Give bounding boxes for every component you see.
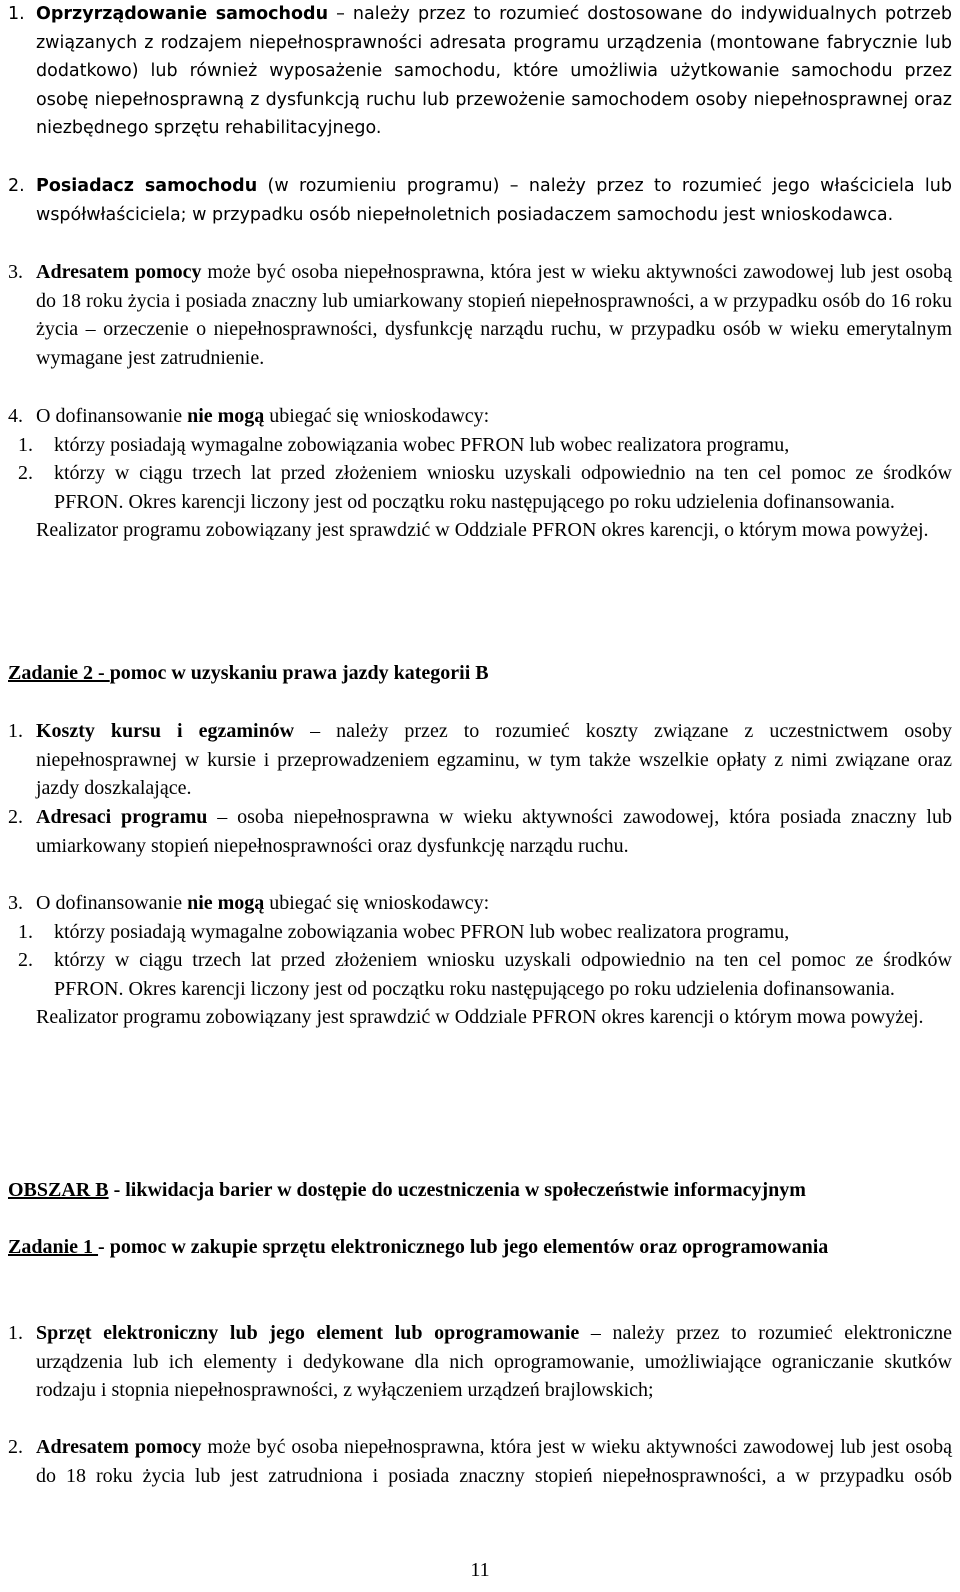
list-number: 1. xyxy=(8,1322,23,1344)
definition-text: (w rozumieniu programu) – należy przez to rozumieć jego właściciela lub współwłaściciela; w przypadku osób niepełnoletnich posiadaczem samochodu jest wnioskodawca. xyxy=(36,176,952,225)
exclusion-item: 1. którzy posiadają wymagalne zobowiązania wobec PFRON lub wobec realizatora programu, xyxy=(18,433,790,456)
definition-sprzet-elektroniczny xyxy=(8,1319,952,1405)
term: Adresatem pomocy xyxy=(36,261,202,283)
definition-text: – należy przez to rozumieć elektroniczne urządzenia lub ich elementy i dedykowane dla nich oprogramowanie, umożliwiające ograniczanie skutków rodzaju i stopnia niepełnosprawności, z wyłączeniem urządzeń brajlowskich; xyxy=(36,1322,952,1402)
exclusion-item: 1. którzy posiadają wymagalne zobowiązania wobec PFRON lub wobec realizatora programu, xyxy=(18,920,790,943)
exclusions-list-2: 3. O dofinansowanie nie mogą ubiegać się wnioskodawcy: 1. którzy posiadają wymagalne zobowiązania wobec PFRON lub wobec realizatora programu, 2. którzy w ciągu trzech lat przed złożeniem wniosku uzyskali odpowiednio na ten cel pomoc ze środków PFRON. Okres karencji liczony jest od początku roku następującego po roku udzielenia dofinansowania. Realizator programu zobowiązany jest sprawdzić w Oddziale PFRON okres karencji o którym mowa powyżej. xyxy=(8,889,952,1032)
list-number: 2. xyxy=(8,1436,23,1458)
term: Adresatem pomocy xyxy=(36,1436,202,1458)
term: Adresaci programu xyxy=(36,806,208,828)
definition-posiadacz xyxy=(8,172,952,229)
page-number: 11 xyxy=(470,1559,490,1581)
definition-text: – osoba niepełnosprawna w wieku aktywności zawodowej, która posiada znaczny lub umiarkowany stopień niepełnosprawności oraz dysfunkcję narządu ruchu. xyxy=(36,806,952,857)
list-number: 2. xyxy=(8,806,23,828)
list-number: 2. xyxy=(8,176,25,196)
emphasis: nie mogą xyxy=(187,405,265,427)
definition-koszty-kursu xyxy=(8,717,952,803)
list-number: 1. xyxy=(8,4,25,24)
term: Oprzyrządowanie samochodu xyxy=(36,4,329,24)
exclusions-list: 4. O dofinansowanie nie mogą ubiegać się wnioskodawcy: 1. którzy posiadają wymagalne zobowiązania wobec PFRON lub wobec realizatora programu, 2. którzy w ciągu trzech lat przed złożeniem wniosku uzyskali odpowiednio na ten cel pomoc ze środków PFRON. Okres karencji liczony jest od początku roku następującego po roku udzielenia dofinansowania. Realizator programu zobowiązany jest sprawdzić w Oddziale PFRON okres karencji, o którym mowa powyżej. xyxy=(8,402,952,545)
list-number: 3. xyxy=(8,261,23,283)
definition-oprzyrzadowanie xyxy=(8,0,952,143)
list-number: 1. xyxy=(8,720,23,742)
term: Sprzęt elektroniczny lub jego element lub oprogramowanie xyxy=(36,1322,580,1344)
definition-text: może być osoba niepełnosprawna, która jest w wieku aktywności zawodowej lub jest osobą do 18 roku życia i posiada znaczny lub umiarkowany stopień niepełnosprawności, a w przypadku osób do 16 roku życia – orzeczenie o niepełnosprawności, dysfunkcję narządu ruchu, w przypadku osób w wieku emerytalnym wymagane jest zatrudnienie. xyxy=(36,261,952,369)
definition-adresat-pomocy xyxy=(8,258,952,372)
zadanie-2-heading: Zadanie 2 - pomoc w uzyskaniu prawa jazdy kategorii B xyxy=(8,662,489,684)
list-number: 4. xyxy=(8,405,23,427)
karencja-note: Realizator programu zobowiązany jest sprawdzić w Oddziale PFRON okres karencji o którym mowa powyżej. xyxy=(36,1006,924,1029)
zadanie-1-heading: Zadanie 1 - pomoc w zakupie sprzętu elektronicznego lub jego elementów oraz oprogramowania xyxy=(8,1236,829,1258)
term: Koszty kursu i egzaminów xyxy=(36,720,295,742)
exclusion-item: 2. którzy w ciągu trzech lat przed złożeniem wniosku uzyskali odpowiednio na ten cel pomoc ze środków PFRON. Okres karencji liczony jest od początku roku następującego po roku udzielenia dofinansowania. xyxy=(18,949,952,1000)
definition-adresaci-programu xyxy=(8,803,952,860)
list-number: 3. xyxy=(8,892,23,914)
exclusion-item: 2. którzy w ciągu trzech lat przed złożeniem wniosku uzyskali odpowiednio na ten cel pomoc ze środków PFRON. Okres karencji liczony jest od początku roku następującego po roku udzielenia dofinansowania. xyxy=(18,462,952,513)
definition-text: – należy przez to rozumieć dostosowane do indywidualnych potrzeb związanych z rodzajem niepełnosprawności adresata programu urządzenia (montowane fabrycznie lub dodatkowo) lub również wyposażenie samochodu, które umożliwia użytkowanie samochodu przez osobę niepełnosprawną z dysfunkcją ruchu lub przewożenie samochodem osoby niepełnosprawnej oraz niezbędnego sprzętu rehabilitacyjnego. xyxy=(36,4,952,139)
term: Posiadacz samochodu xyxy=(36,176,258,196)
definition-adresat-pomocy-b xyxy=(8,1433,952,1490)
definition-text: – należy przez to rozumieć koszty związane z uczestnictwem osoby niepełnosprawnej w kursie i przeprowadzeniem egzaminu, w tym także wszelkie opłaty z nimi związane oraz jazdy doszkalające. xyxy=(36,720,952,800)
karencja-note: Realizator programu zobowiązany jest sprawdzić w Oddziale PFRON okres karencji, o którym mowa powyżej. xyxy=(36,519,929,542)
emphasis: nie mogą xyxy=(187,892,265,914)
definition-text: może być osoba niepełnosprawna, która jest w wieku aktywności zawodowej lub jest osobą do 18 roku życia lub jest zatrudniona i posiada znaczny stopień niepełnosprawności, a w przypadku osób xyxy=(36,1436,952,1487)
obszar-b-heading: OBSZAR B - likwidacja barier w dostępie do uczestniczenia w społeczeństwie informacyjnym xyxy=(8,1179,806,1201)
